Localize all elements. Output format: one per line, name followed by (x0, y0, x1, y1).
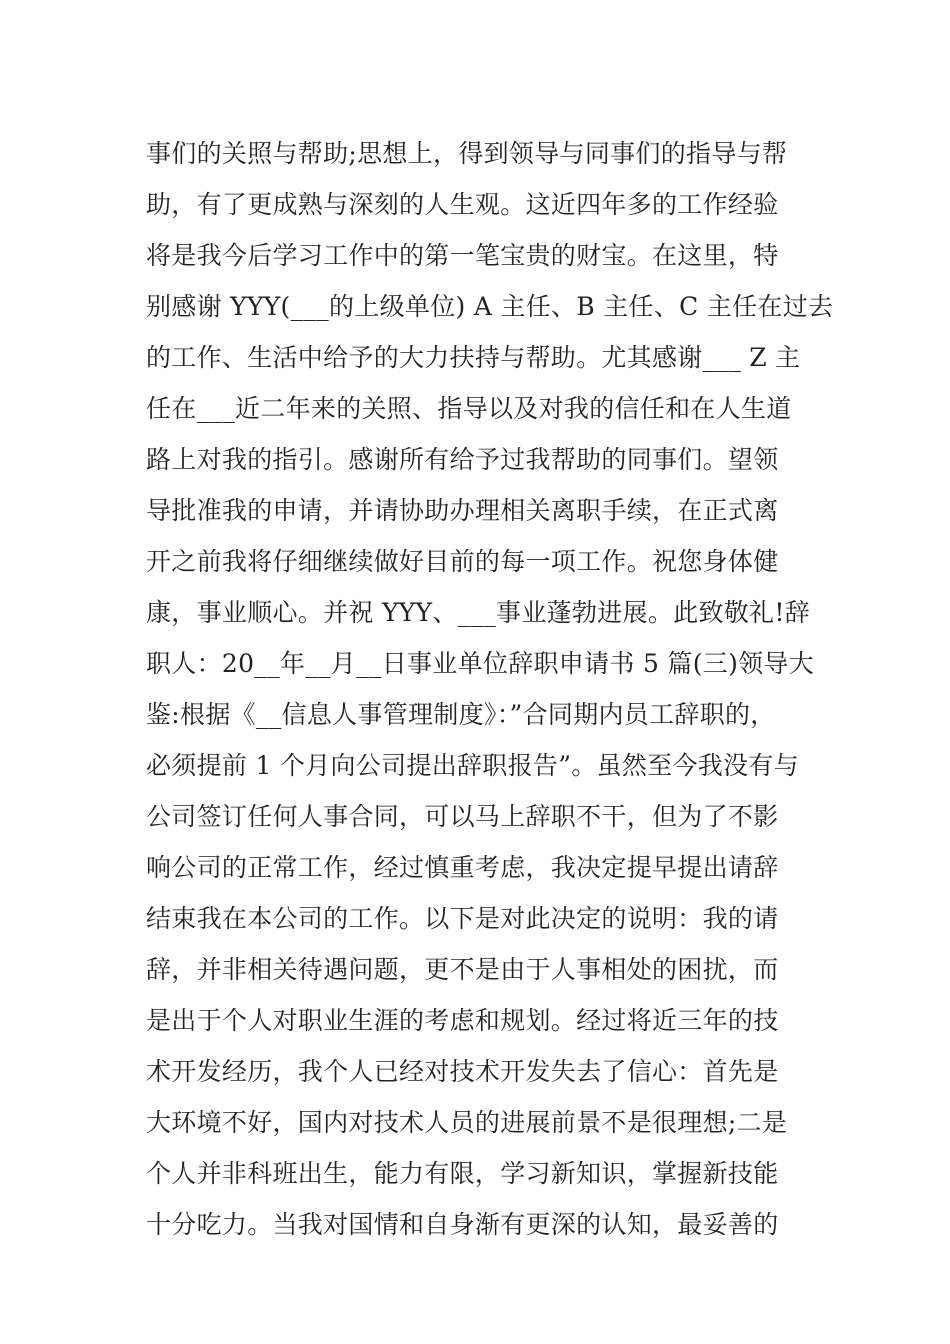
text-line: 术开发经历，我个人已经对技术开发失去了信心：首先是 (146, 1057, 779, 1086)
text-line: 路上对我的指引。感谢所有给予过我帮助的同事们。望领 (146, 445, 779, 474)
text-line: 大环境不好，国内对技术人员的进展前景不是很理想;二是 (146, 1108, 788, 1137)
text-line: 导批准我的申请，并请协助办理相关离职手续，在正式离 (146, 496, 779, 525)
text-line: 公司签订任何人事合同，可以马上辞职不干，但为了不影 (146, 802, 779, 831)
text-line: 将是我今后学习工作中的第一笔宝贵的财宝。在这里，特 (146, 241, 779, 270)
text-line: 响公司的正常工作，经过慎重考虑，我决定提早提出请辞 (146, 853, 779, 882)
text-line: 鉴:根据《__信息人事管理制度》：”合同期内员工辞职的， (146, 700, 776, 729)
text-line: 十分吃力。当我对国情和自身渐有更深的认知，最妥善的 (146, 1210, 779, 1239)
text-line: 任在___近二年来的关照、指导以及对我的信任和在人生道 (146, 394, 792, 423)
text-line: 个人并非科班出生，能力有限，学习新知识，掌握新技能 (146, 1159, 779, 1188)
text-line: 辞，并非相关待遇问题，更不是由于人事相处的困扰，而 (146, 955, 779, 984)
text-line: 的工作、生活中给予的大力扶持与帮助。尤其感谢___ Z 主 (146, 343, 801, 372)
text-line: 康，事业顺心。并祝 YYY、___事业蓬勃进展。此致敬礼!辞 (146, 598, 811, 627)
body-text (146, 128, 834, 1250)
text-line: 必须提前 1 个月向公司提出辞职报告”。虽然至今我没有与 (146, 751, 799, 780)
text-line: 是出于个人对职业生涯的考虑和规划。经过将近三年的技 (146, 1006, 779, 1035)
text-line: 结束我在本公司的工作。以下是对此决定的说明：我的请 (146, 904, 779, 933)
text-line: 职人：20__年__月__日事业单位辞职申请书 5 篇(三)领导大 (146, 649, 815, 678)
text-line: 开之前我将仔细继续做好目前的每一项工作。祝您身体健 (146, 547, 779, 576)
text-line: 别感谢 YYY(___的上级单位) A 主任、B 主任、C 主任在过去 (146, 292, 834, 321)
text-line: 助，有了更成熟与深刻的人生观。这近四年多的工作经验 (146, 190, 779, 219)
text-line: 事们的关照与帮助;思想上，得到领导与同事们的指导与帮 (146, 139, 788, 168)
